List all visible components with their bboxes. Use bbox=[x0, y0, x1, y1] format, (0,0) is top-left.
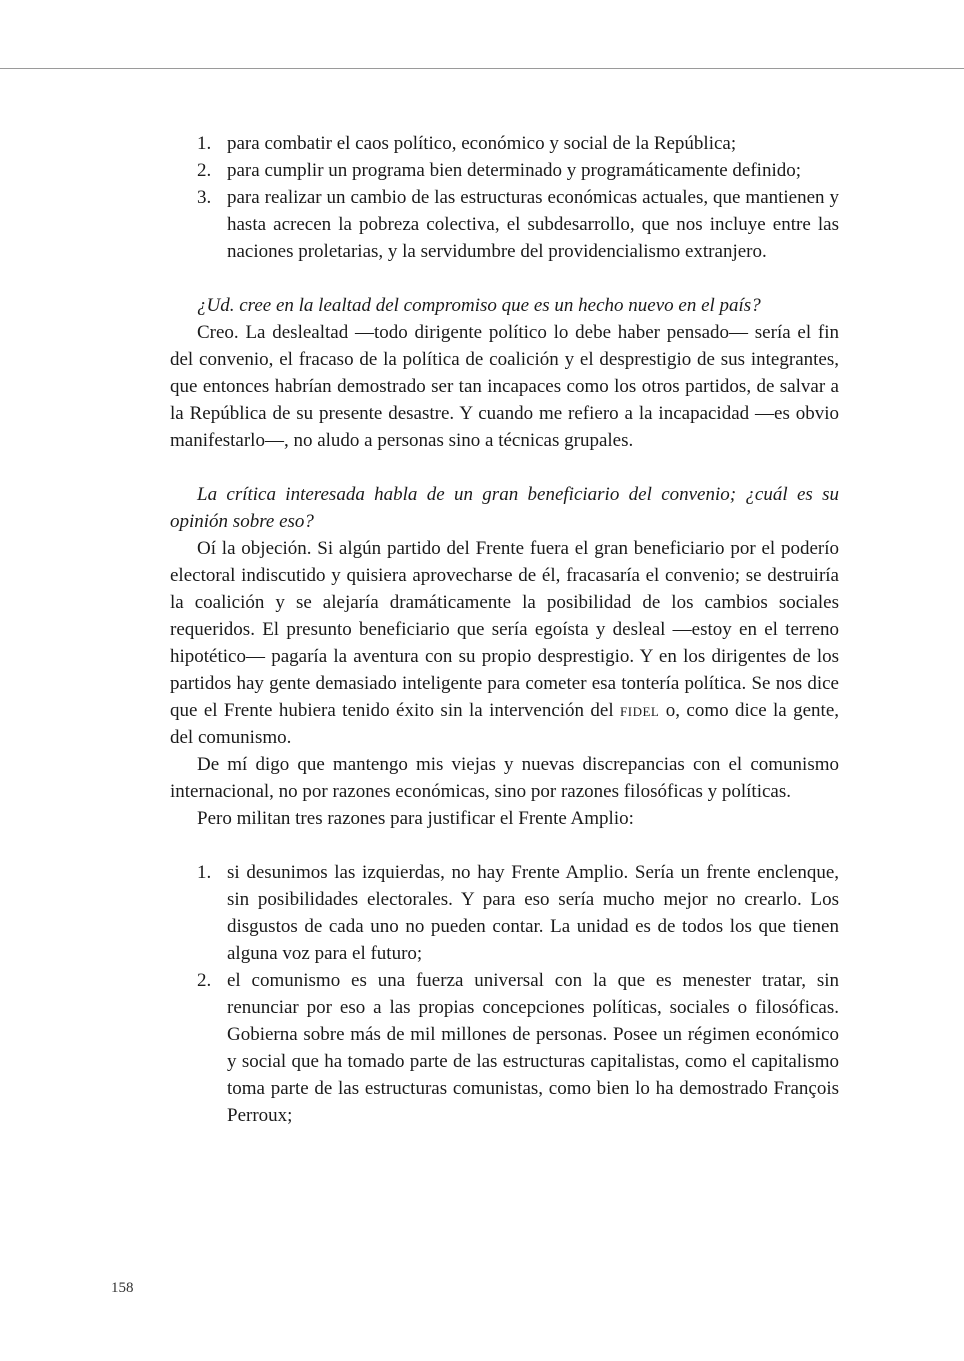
page-body bbox=[170, 130, 839, 1129]
list-text: para cumplir un programa bien determinado y programáticamente definido; bbox=[227, 160, 802, 181]
list-item bbox=[170, 967, 839, 1129]
list-text: para realizar un cambio de las estructuras económicas actuales, que mantienen y hasta acrecen la pobreza colectiva, el subdesarrollo, que nos incluye entre las naciones proletarias, y la servidumbre del providencialismo extranjero. bbox=[227, 187, 839, 262]
list-item bbox=[170, 130, 839, 157]
list-number: 1. bbox=[197, 862, 212, 883]
list-number: 3. bbox=[197, 187, 212, 208]
list-item bbox=[170, 157, 839, 184]
header-rule bbox=[0, 68, 964, 69]
list-number: 1. bbox=[197, 133, 212, 154]
list-number: 2. bbox=[197, 160, 212, 181]
reasons-list-2 bbox=[170, 859, 839, 1129]
paragraph-4: Pero militan tres razones para justificar el Frente Amplio: bbox=[197, 808, 634, 829]
list-text: si desunimos las izquierdas, no hay Frente Amplio. Sería un frente enclenque, sin posibilidades electorales. Y para eso sería mucho mejor no crearlo. Los disgustos de cada uno no pueden contar. La unidad es de todos los que tienen alguna voz para el futuro; bbox=[227, 862, 839, 964]
answer-1: Creo. La deslealtad —todo dirigente político lo debe haber pensado— sería el fin del convenio, el fracaso de la política de coalición y el desprestigio de sus integrantes, que entonces habrían demostrado ser tan incapaces como los otros partidos, de salvar a la República de su presente desastre. Y cuando me refiero a la incapacidad —es obvio manifestarlo—, no aludo a personas sino a técnicas grupales. bbox=[170, 322, 839, 451]
list-text: el comunismo es una fuerza universal con la que es menester tratar, sin renunciar por eso a las propias concepciones políticas, sociales o filosóficas. Gobierna sobre más de mil millones de personas. Posee un régimen económico y social que ha tomado parte de las estructuras capitalistas, como el capitalismo toma parte de las estructuras comunistas, como bien lo ha demostrado François Perroux; bbox=[227, 970, 839, 1126]
list-item bbox=[170, 184, 839, 265]
list-item bbox=[170, 859, 839, 967]
list-text: para combatir el caos político, económico y social de la República; bbox=[227, 133, 737, 154]
page-number: 158 bbox=[111, 1280, 134, 1296]
question-2: La crítica interesada habla de un gran beneficiario del convenio; ¿cuál es su opinión sobre eso? bbox=[170, 484, 839, 532]
answer-2-text: Oí la objeción. Si algún partido del Frente fuera el gran beneficiario por el poderío electoral indiscutido y quisiera aprovecharse de él, fracasaría el convenio; se destruiría la coalición y se alejaría dramáticamente la posibilidad de los cambios sociales requeridos. El presunto beneficiario que sería egoísta y desleal —estoy en el terreno hipotético— pagaría la aventura con su propio desprestigio. Y en los dirigentes de los partidos hay gente demasiado inteligente para cometer esa tontería política. Se nos dice que el Frente hubiera tenido éxito sin la intervención del bbox=[170, 538, 839, 721]
paragraph-3: De mí digo que mantengo mis viejas y nuevas discrepancias con el comunismo internacional, no por razones económicas, sino por razones filosóficas y políticas. bbox=[170, 754, 839, 802]
question-1: ¿Ud. cree en la lealtad del compromiso que es un hecho nuevo en el país? bbox=[197, 295, 761, 316]
answer-2 bbox=[170, 535, 839, 751]
acronym: fidel bbox=[620, 700, 660, 721]
reasons-list-1 bbox=[170, 130, 839, 265]
answer-2-tail: o, como dice la gente, del comunismo. bbox=[170, 700, 840, 748]
list-number: 2. bbox=[197, 970, 212, 991]
